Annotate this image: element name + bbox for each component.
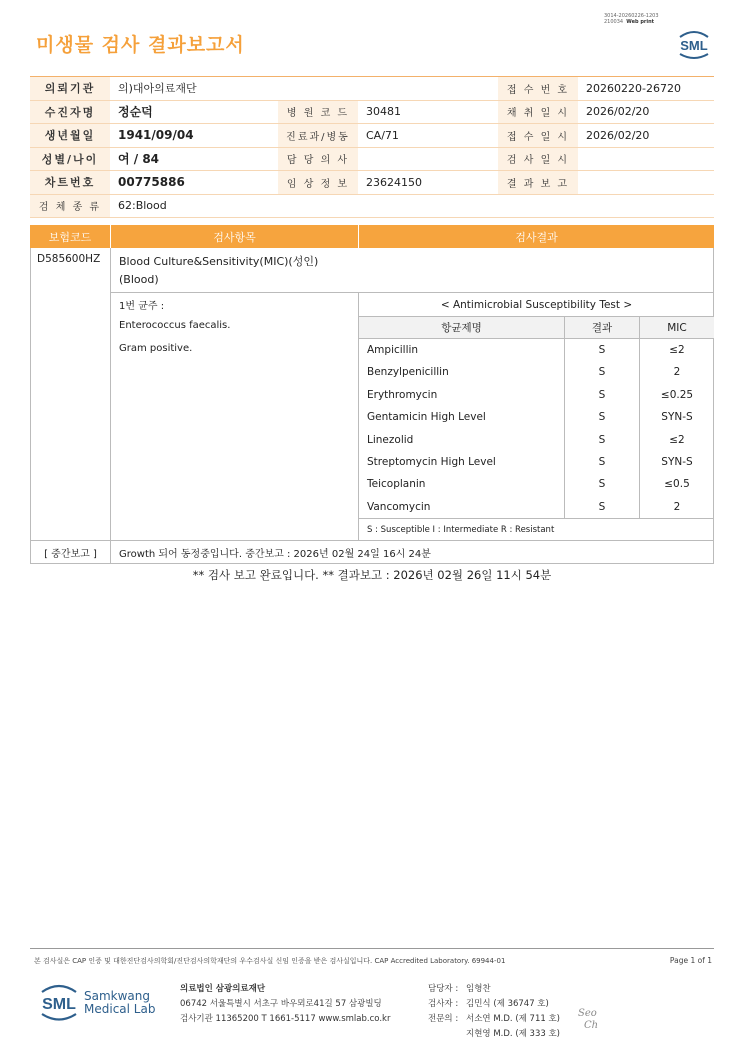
col-result: 결과	[565, 317, 639, 338]
drug-name: Linezolid	[367, 433, 414, 446]
drug-mic: SYN-S	[661, 456, 693, 468]
staff-name: 임형찬	[466, 984, 491, 994]
info-value: 2026/02/20	[586, 128, 650, 142]
drug-name: Ampicillin	[367, 344, 419, 356]
ast-title: < Antimicrobial Susceptibility Test >	[440, 298, 633, 311]
info-label	[498, 195, 578, 218]
staff-name: 서소연 M.D. (제 711 호)	[466, 1014, 561, 1024]
info-value: CA/71	[366, 128, 399, 142]
info-value: 30481	[366, 105, 401, 119]
staff-row	[428, 1012, 560, 1027]
institution-info	[180, 982, 390, 1027]
staff-role	[428, 1027, 466, 1042]
drug-mic: 2	[673, 500, 681, 513]
info-value	[358, 77, 498, 100]
info-value: 여 / 84	[118, 152, 160, 167]
drug-result: S	[598, 366, 606, 379]
drug-mic: SYN-S	[661, 411, 693, 424]
info-label	[278, 77, 358, 100]
drug-name: Gentamicin High Level	[367, 411, 486, 424]
footer-logo-text: SML	[42, 996, 76, 1013]
info-label: 검 체 종 류	[30, 195, 110, 218]
samkwang-logo-icon	[36, 980, 82, 1024]
info-row	[30, 124, 714, 148]
info-value	[578, 195, 714, 218]
info-value: 23624150	[366, 175, 422, 189]
document-code-line1: 3014-20260226-1203	[604, 13, 659, 19]
drug-result: S	[598, 388, 606, 401]
test-name: Blood Culture&Sensitivity(MIC)(성인)	[119, 255, 319, 268]
footer-divider	[30, 948, 714, 949]
info-label: 접 수 번 호	[498, 77, 578, 100]
specimen-type: (Blood)	[119, 273, 159, 286]
info-label: 의뢰기관	[30, 77, 110, 100]
ast-legend: S : Susceptible I : Intermediate R : Resistant	[367, 524, 555, 535]
logo-name-line2: Medical Lab	[84, 1002, 156, 1016]
samkwang-logo-name	[84, 990, 155, 1016]
info-value: 정순덕	[118, 105, 153, 120]
drug-mic: ≤2	[669, 344, 685, 356]
page-title: 미생물 검사 결과보고서	[36, 34, 245, 56]
drug-name: Erythromycin	[367, 388, 438, 401]
staff-role: 담당자 :	[428, 984, 459, 994]
info-row	[30, 77, 714, 101]
staff-row	[428, 982, 560, 997]
info-label	[278, 195, 358, 218]
staff-name: 김민식 (제 36747 호)	[466, 999, 549, 1009]
staff-row	[428, 1027, 560, 1042]
results-table	[30, 225, 714, 564]
sml-logo-text: SML	[680, 38, 708, 53]
info-value: 의)대아의료재단	[118, 82, 197, 96]
info-value	[358, 195, 498, 218]
staff-list	[428, 982, 560, 1042]
info-value: 20260220-26720	[586, 81, 681, 95]
info-label: 결 과 보 고	[498, 171, 578, 194]
header-insurance-code: 보험코드	[48, 230, 92, 244]
institution-name: 의료법인 삼광의료재단	[180, 984, 266, 994]
document-code-line2: 210034 Web print	[604, 19, 655, 25]
info-value: 2026/02/20	[586, 105, 650, 119]
drug-result: S	[598, 344, 606, 356]
drug-result: S	[598, 478, 606, 491]
drug-mic: ≤0.5	[664, 478, 690, 491]
drug-name: Benzylpenicillin	[367, 366, 449, 379]
drug-result: S	[598, 411, 606, 424]
signature: Seo Ch	[578, 1008, 599, 1031]
interim-report-text: Growth 되어 동정중입니다. 중간보고 : 2026년 02월 24일 16시 24분	[119, 549, 431, 560]
info-label: 진료과/병동	[278, 124, 358, 147]
drug-name: Streptomycin High Level	[367, 456, 496, 468]
gram-stain: Gram positive.	[119, 343, 193, 354]
info-row	[30, 101, 714, 125]
page-number: Page 1 of 1	[669, 956, 712, 965]
info-value: 00775886	[118, 175, 185, 190]
results-header-row	[30, 225, 714, 248]
info-label: 생년월일	[30, 124, 110, 147]
drug-name: Vancomycin	[367, 500, 431, 513]
document-code	[604, 13, 659, 25]
drug-result: S	[598, 456, 606, 468]
info-label: 담 당 의 사	[278, 148, 358, 171]
header-test-item: 검사항목	[110, 225, 358, 248]
info-label: 차트번호	[30, 171, 110, 194]
insurance-code: D585600HZ	[37, 253, 101, 265]
drug-mic: ≤0.25	[660, 388, 694, 401]
organism-number: 1번 균주 :	[119, 301, 165, 312]
staff-role: 전문의 :	[428, 1014, 459, 1024]
info-row	[30, 195, 714, 219]
logo-name-line1: Samkwang	[84, 989, 150, 1003]
info-label: 병 원 코 드	[278, 101, 358, 124]
drug-name: Teicoplanin	[367, 478, 426, 491]
institution-contact: 검사기관 11365200 T 1661-5117 www.smlab.co.kr	[180, 1014, 391, 1024]
header-test-result: 검사결과	[358, 225, 714, 248]
info-label: 수진자명	[30, 101, 110, 124]
sml-logo-icon	[674, 28, 714, 62]
institution-address: 06742 서울특별시 서초구 바우뫼로41길 57 삼광빌딩	[180, 999, 382, 1009]
drug-result: S	[598, 500, 606, 513]
info-label: 성별/나이	[30, 148, 110, 171]
info-value	[578, 171, 714, 194]
info-value: 62:Blood	[118, 199, 167, 213]
info-label: 검 사 일 시	[498, 148, 578, 171]
info-value: 1941/09/04	[118, 128, 194, 143]
col-mic: MIC	[640, 317, 714, 338]
info-value	[358, 148, 498, 171]
info-label: 접 수 일 시	[498, 124, 578, 147]
info-value	[578, 148, 714, 171]
col-drug-name: 항균제명	[359, 317, 564, 338]
final-report-line: ** 검사 보고 완료입니다. ** 결과보고 : 2026년 02월 26일 11시 54분	[192, 568, 552, 582]
staff-row	[428, 997, 560, 1012]
drug-mic: 2	[673, 366, 681, 379]
patient-info-table	[30, 76, 714, 218]
info-row	[30, 171, 714, 195]
info-row	[30, 148, 714, 172]
drug-result: S	[598, 433, 606, 446]
info-label: 채 취 일 시	[498, 101, 578, 124]
results-body	[30, 248, 714, 564]
interim-report-label: [ 중간보고 ]	[44, 549, 97, 560]
staff-name: 지현영 M.D. (제 333 호)	[466, 1029, 561, 1039]
staff-role: 검사자 :	[428, 999, 459, 1009]
organism-name: Enterococcus faecalis.	[119, 320, 231, 331]
info-label: 임 상 정 보	[278, 171, 358, 194]
accreditation-note: 본 검사실은 CAP 인증 및 대한진단검사의학회/진단검사의학재단의 우수검사실 신임 인증을 받은 검사실입니다. CAP Accredited Laboratory. 69944-01	[34, 957, 506, 965]
drug-mic: ≤2	[669, 433, 685, 446]
